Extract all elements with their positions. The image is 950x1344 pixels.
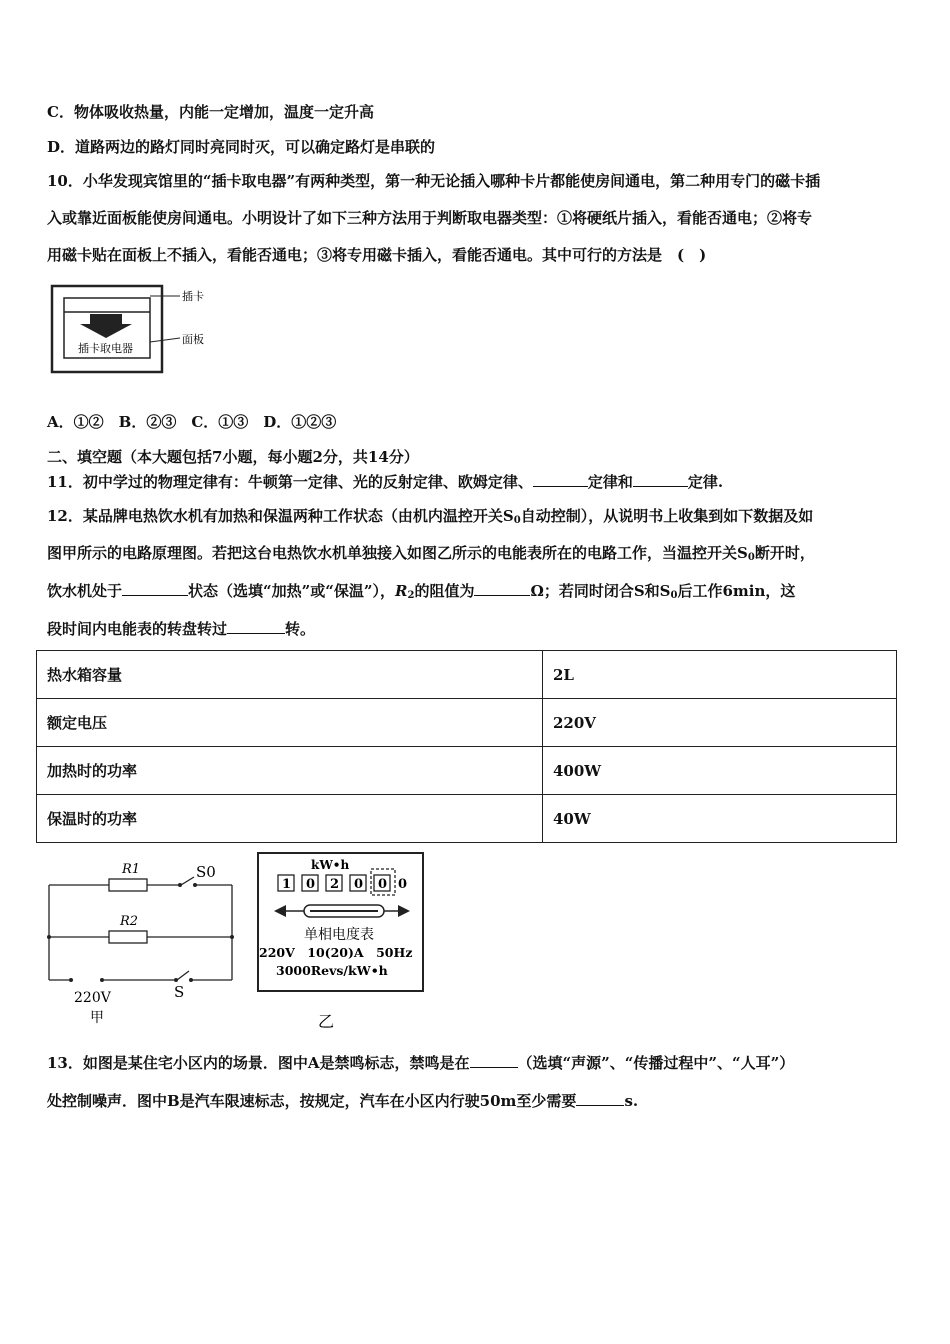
subscript: 0 [747, 552, 755, 563]
q13-blank-2[interactable] [576, 1091, 624, 1106]
table-cell: 保温时的功率 [37, 795, 543, 843]
meter-unit: kW•h [311, 858, 350, 872]
q10-line-3: 用磁卡贴在面板上不插入，看能否通电；③将专用磁卡插入，看能否通电。其中可行的方法是 ( ) [47, 246, 707, 264]
electric-meter [256, 851, 426, 1031]
q12-text: 后工作6min，这 [677, 582, 796, 600]
q10-line-2: 入或靠近面板能使房间通电。小明设计了如下三种方法用于判断取电器类型：①将硬纸片插入，看能否通电；②将专 [47, 209, 813, 227]
meter-digit: 0 [378, 877, 388, 892]
q13-text: 13．如图是某住宅小区内的场景．图中A是禁鸣标志，禁鸣是在 [47, 1054, 470, 1072]
q13-text: 处控制噪声．图中B是汽车限速标志，按规定，汽车在小区内行驶50m至少需要 [47, 1092, 577, 1110]
table-cell: 额定电压 [37, 699, 543, 747]
q12-text: Ω；若同时闭合S和S [530, 582, 671, 600]
label-panel: 面板 [182, 333, 204, 346]
q13-line-1 [47, 1053, 794, 1073]
meter-rating: 220V 10(20)A 50Hz [259, 945, 413, 960]
table-row [37, 651, 897, 699]
q13-text: （选填“声源”、“传播过程中”、“人耳”） [517, 1054, 795, 1072]
table-cell: 400W [543, 747, 897, 795]
q12-line-2 [47, 543, 815, 568]
subscript: 0 [670, 590, 678, 601]
q12-text: 自动控制），从说明书上收集到如下数据及如 [520, 507, 814, 525]
q12-blank-3[interactable] [227, 619, 285, 634]
table-cell: 40W [543, 795, 897, 843]
q12-text: 状态（选填“加热”或“保温”）， [188, 582, 396, 600]
meter-digit: 0 [306, 877, 316, 892]
caption-yi: 乙 [318, 1012, 335, 1031]
q11-blank-2[interactable] [633, 472, 688, 487]
table-row [37, 795, 897, 843]
q12-line-4 [47, 619, 315, 639]
q12-text: 转。 [285, 620, 316, 638]
label-s0: S0 [196, 863, 216, 881]
q12-text: 图甲所示的电路原理图。若把这台电热饮水机单独接入如图乙所示的电能表所在的电路工作，当温控开关S [47, 544, 748, 562]
q12-text: 的阻值为 [414, 582, 475, 600]
label-voltage: 220V [74, 990, 111, 1006]
label-r2: R2 [120, 914, 139, 929]
caption-jia: 甲 [90, 1010, 104, 1026]
q13-line-2 [47, 1091, 638, 1111]
subscript: 2 [407, 590, 415, 601]
label-r1: R1 [122, 862, 141, 877]
meter-digit: 0 [398, 877, 408, 892]
q13-blank-1[interactable] [470, 1053, 518, 1068]
meter-digit: 0 [354, 877, 364, 892]
label-s: S [174, 983, 185, 1001]
table-row [37, 699, 897, 747]
q10-options: A．①② B．②③ C．①③ D．①②③ [47, 413, 337, 431]
q13-text: s. [624, 1092, 639, 1110]
q12-blank-2[interactable] [474, 581, 530, 596]
circuit-diagram [44, 855, 244, 1030]
section-title: 二、填空题（本大题包括7小题，每小题2分，共14分） [47, 448, 419, 466]
card-reader-figure [50, 282, 230, 377]
table-cell: 热水箱容量 [37, 651, 543, 699]
meter-digit: 2 [330, 877, 340, 892]
q12-text: 段时间内电能表的转盘转过 [47, 620, 228, 638]
subscript: 0 [513, 515, 521, 526]
spec-table [36, 650, 897, 843]
label-card: 插卡 [182, 290, 204, 303]
table-cell: 加热时的功率 [37, 747, 543, 795]
q11-after: 定律. [687, 473, 724, 491]
q11-text [47, 472, 723, 492]
q10-line-1: 10．小华发现宾馆里的“插卡取电器”有两种类型，第一种无论插入哪种卡片都能使房间通电，第二种用专门的磁卡插 [47, 172, 821, 190]
q12-symbol-r: R [395, 582, 408, 600]
table-row [37, 747, 897, 795]
q9-option-c: C．物体吸收热量，内能一定增加，温度一定升高 [47, 103, 374, 121]
meter-disc-icon [274, 905, 410, 917]
q12-line-1 [47, 506, 813, 531]
label-device: 插卡取电器 [78, 342, 133, 355]
q12-text: 12．某品牌电热饮水机有加热和保温两种工作状态（由机内温控开关S [47, 507, 514, 525]
q12-text: 饮水机处于 [47, 582, 123, 600]
meter-digit: 1 [282, 877, 292, 892]
q12-blank-1[interactable] [122, 581, 188, 596]
table-cell: 220V [543, 699, 897, 747]
q11-blank-1[interactable] [533, 472, 588, 487]
q9-option-d: D．道路两边的路灯同时亮同时灭，可以确定路灯是串联的 [47, 138, 436, 156]
meter-revs: 3000Revs/kW•h [276, 963, 388, 978]
q12-text: 断开时， [754, 544, 815, 562]
table-cell: 2L [543, 651, 897, 699]
meter-name: 单相电度表 [304, 927, 374, 943]
q11-mid: 定律和 [587, 473, 633, 491]
q11-before: 11．初中学过的物理定律有：牛顿第一定律、光的反射定律、欧姆定律、 [47, 473, 533, 491]
q12-line-3 [47, 581, 795, 606]
